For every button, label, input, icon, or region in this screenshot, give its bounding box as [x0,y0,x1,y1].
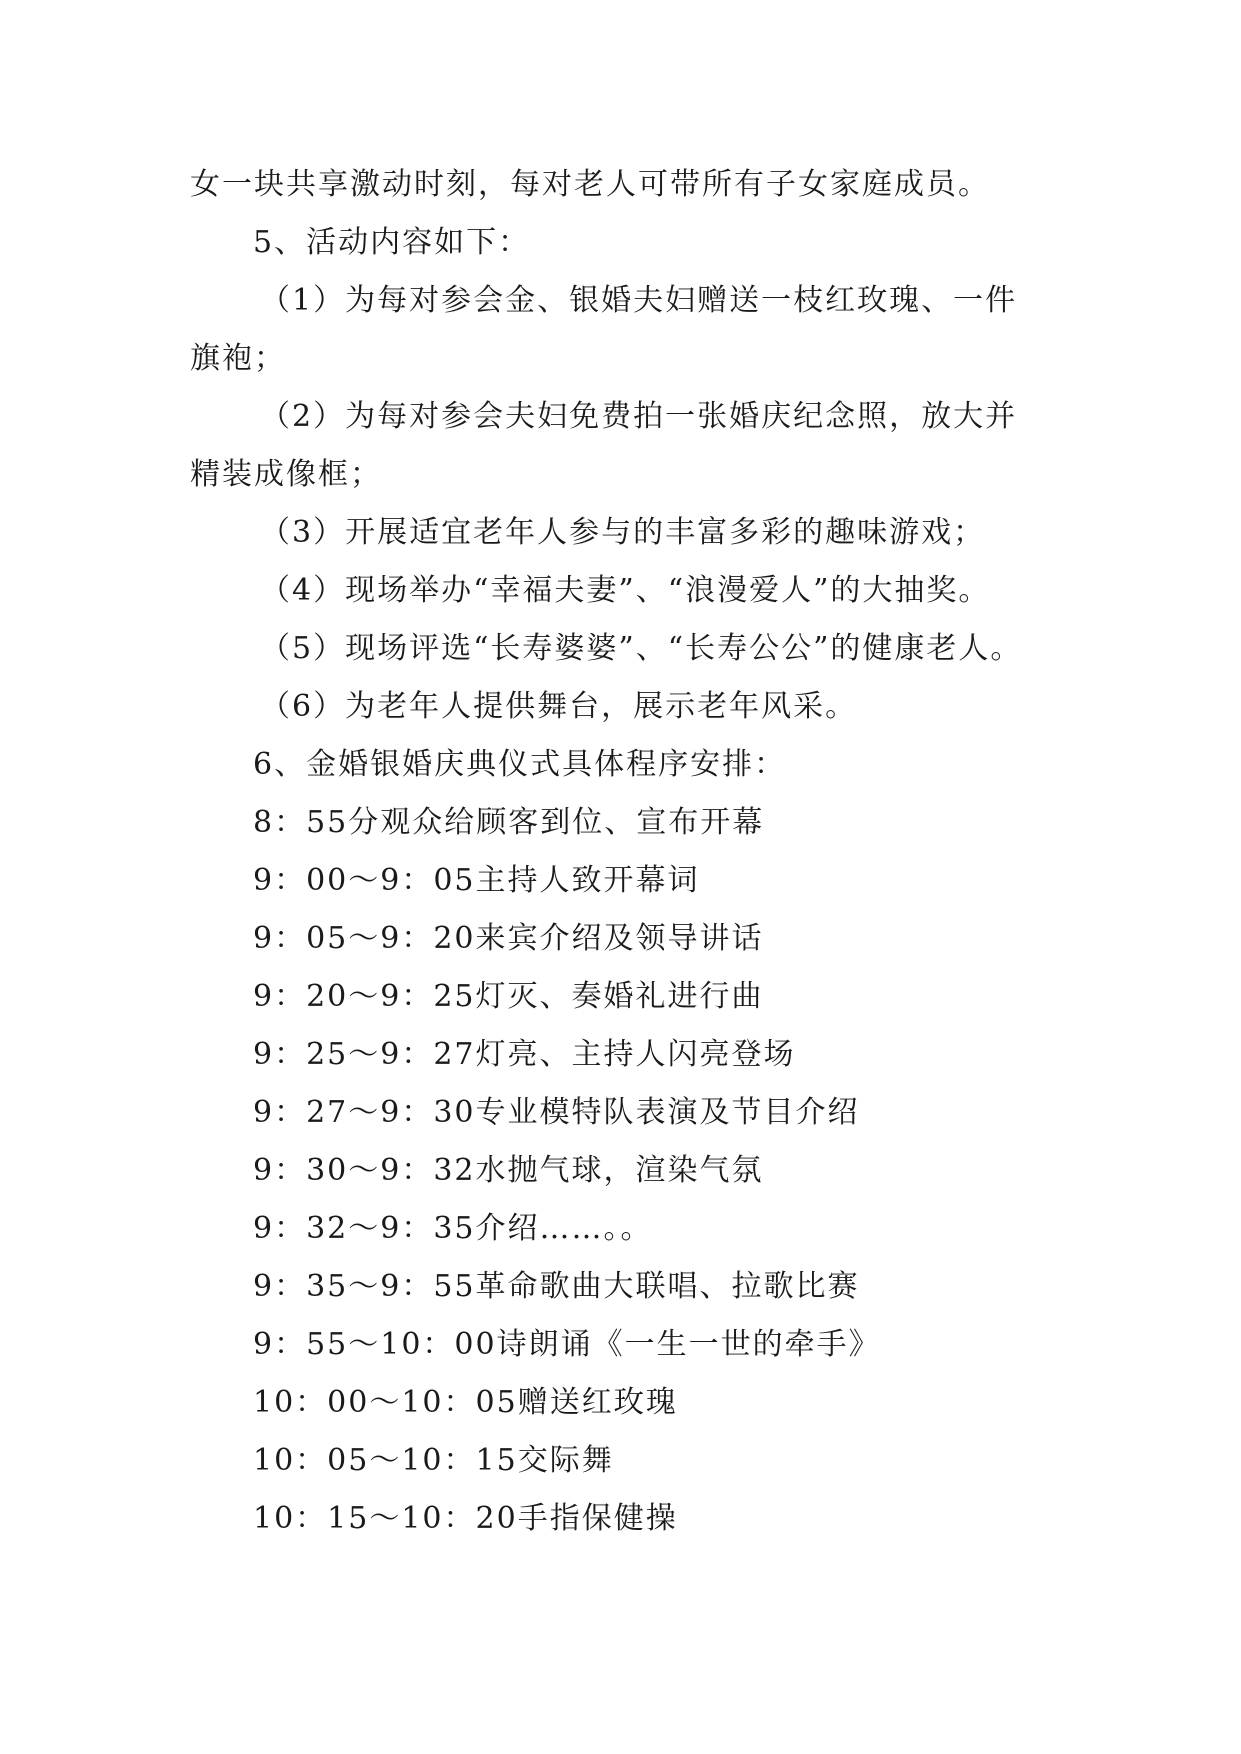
schedule-row: 10：05～10：15交际舞 [253,1443,614,1478]
text-line: 精装成像框； [190,457,382,492]
list-item: （2）为每对参会夫妇免费拍一张婚庆纪念照，放大并 [260,399,1018,434]
schedule-row: 8：55分观众给顾客到位、宣布开幕 [253,805,765,840]
schedule-row: 9：25～9：27灯亮、主持人闪亮登场 [253,1037,796,1072]
schedule-row: 9：05～9：20来宾介绍及领导讲话 [253,921,764,956]
list-item: （3）开展适宜老年人参与的丰富多彩的趣味游戏； [260,515,986,550]
schedule-row: 9：32～9：35介绍……。。 [253,1211,653,1246]
list-item: （1）为每对参会金、银婚夫妇赠送一枝红玫瑰、一件 [260,283,1018,318]
section-heading: 5、活动内容如下： [253,225,531,260]
section-heading: 6、金婚银婚庆典仪式具体程序安排： [253,747,787,782]
schedule-row: 9：30～9：32水抛气球，渲染气氛 [253,1153,764,1188]
text-line: 旗袍； [190,341,286,376]
schedule-row: 9：00～9：05主持人致开幕词 [253,863,700,898]
schedule-row: 10：00～10：05赠送红玫瑰 [253,1385,678,1420]
list-item: （5）现场评选“长寿婆婆”、“长寿公公”的健康老人。 [260,631,1023,666]
list-item: （4）现场举办“幸福夫妻”、“浪漫爱人”的大抽奖。 [260,573,991,608]
schedule-row: 9：20～9：25灯灭、奏婚礼进行曲 [253,979,764,1014]
schedule-row: 9：55～10：00诗朗诵《一生一世的牵手》 [253,1327,881,1362]
schedule-row: 9：27～9：30专业模特队表演及节目介绍 [253,1095,860,1130]
schedule-row: 10：15～10：20手指保健操 [253,1501,678,1536]
list-item: （6）为老年人提供舞台，展示老年风采。 [260,689,858,724]
schedule-row: 9：35～9：55革命歌曲大联唱、拉歌比赛 [253,1269,860,1304]
text-line: 女一块共享激动时刻，每对老人可带所有子女家庭成员。 [190,167,990,202]
